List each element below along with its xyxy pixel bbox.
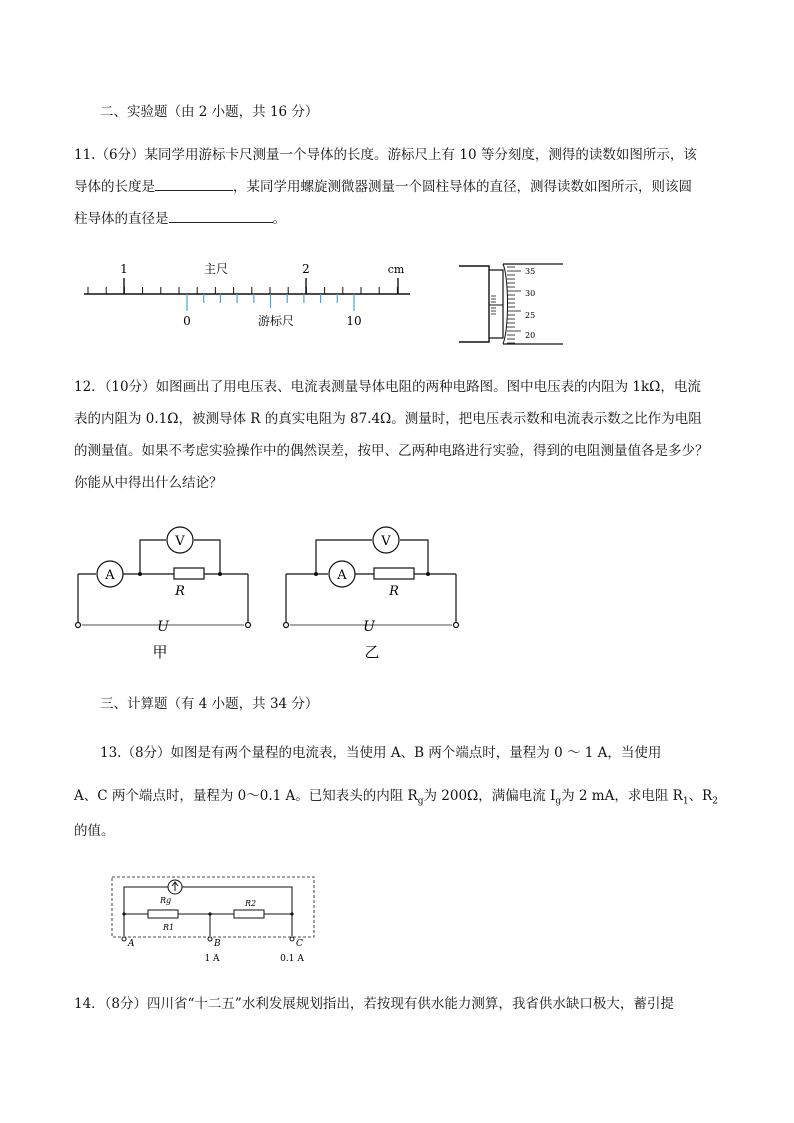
q11-text-3a: 柱导体的直径是	[74, 211, 169, 227]
circuit-label-jia: 甲	[152, 643, 168, 661]
resistor-symbol-a	[174, 568, 204, 579]
micrometer-tick-20: 20	[525, 331, 536, 340]
q11-text-2a: 导体的长度是	[74, 179, 155, 195]
q11-line-2	[74, 176, 692, 197]
q14-line-1: 14．（8分）四川省“十二五”水利发展规划指出，若按现有供水能力测算，我省供水缺口极大，蓄引提	[74, 996, 674, 1012]
r1-resistor-symbol	[148, 910, 178, 918]
main-scale-tick-2: 2	[302, 262, 310, 276]
circuit-b-figure	[278, 522, 468, 670]
section-3-title: 三、计算题（有 4 小题，共 34 分）	[100, 696, 319, 712]
terminal-c-label: C	[296, 939, 303, 949]
r2-label: R2	[245, 899, 257, 908]
micrometer-tick-35: 35	[525, 267, 536, 276]
q13-line-2	[74, 786, 718, 812]
q13-line-1: 13.（8分）如图是有两个量程的电流表，当使用 A、B 两个端点时，量程为 0 ～ 1 A，当使用	[100, 745, 662, 761]
ammeter-label-b: A	[337, 568, 347, 583]
main-scale-tick-1: 1	[120, 262, 128, 276]
range-01a-label: 0.1 A	[280, 954, 304, 964]
resistor-label-a: R	[175, 584, 185, 599]
q13-line-3: 的值。	[74, 823, 115, 839]
vernier-tick-0: 0	[183, 314, 191, 328]
circuit-label-yi: 乙	[364, 643, 380, 661]
q13-text-2a: A、C 两个端点时，量程为 0～0.1 A。已知表头的内阻 R	[74, 788, 418, 804]
terminal-a-label: A	[128, 939, 135, 949]
micrometer-tick-25: 25	[525, 311, 536, 320]
range-1a-label: 1 A	[204, 954, 220, 964]
q11-text-2b: ，某同学用螺旋测微器测量一个圆柱导体的直径，测得读数如图所示，则该圆	[233, 179, 692, 195]
q13-text-2b: 为 200Ω，满偏电流 I	[423, 788, 556, 804]
q13-text-2d: 、R	[688, 788, 713, 804]
voltage-label-b: U	[363, 619, 375, 635]
vernier-caliper-figure	[76, 254, 416, 354]
micrometer-tick-30: 30	[525, 289, 536, 298]
resistor-symbol-b	[374, 568, 414, 579]
circuit-a-figure	[70, 522, 260, 670]
section-2-title: 二、实验题（由 2 小题，共 16 分）	[100, 104, 319, 120]
q12-line-3: 的测量值。如果不考虑实验操作中的偶然误差，按甲、乙两种电路进行实验，得到的电阻测量值各是多少？	[74, 443, 709, 459]
r2-resistor-symbol	[234, 910, 264, 918]
terminal-b-label: B	[214, 939, 221, 949]
q12-line-2: 表的内阻为 0.1Ω，被测导体 R 的真实电阻为 87.4Ω。测量时，把电压表示数和电流表示数之比作为电阻	[74, 411, 702, 427]
q11-text-3b: 。	[272, 211, 286, 227]
q13-sub-r1: 1	[682, 796, 689, 807]
vernier-tick-10: 10	[346, 314, 362, 328]
q13-sub-rg: g	[417, 796, 424, 807]
dual-range-ammeter-figure	[108, 873, 320, 965]
q13-sub-ig: g	[555, 796, 562, 807]
voltage-label-a: U	[157, 619, 169, 635]
voltmeter-label-b: V	[381, 534, 391, 549]
resistor-label-b: R	[389, 584, 399, 599]
rg-label: Rg	[160, 896, 172, 905]
voltmeter-label-a: V	[175, 534, 185, 549]
q11-line-3	[74, 208, 286, 229]
answer-blank-length[interactable]	[155, 176, 233, 191]
vernier-scale-label: 游标尺	[257, 314, 295, 328]
r1-label: R1	[163, 923, 175, 932]
ammeter-label-a: A	[105, 568, 115, 583]
micrometer-figure	[455, 258, 570, 348]
q13-sub-r2: 2	[712, 796, 718, 807]
main-scale-label: 主尺	[203, 262, 229, 276]
unit-label: cm	[387, 263, 405, 276]
answer-blank-diameter[interactable]	[169, 208, 273, 223]
q13-text-2c: 为 2 mA，求电阻 R	[561, 788, 683, 804]
q12-line-1: 12．（10分）如图画出了用电压表、电流表测量导体电阻的两种电路图。图中电压表的内阻为 1kΩ，电流	[74, 379, 701, 395]
q12-line-4: 你能从中得出什么结论？	[74, 475, 223, 491]
q11-line-1: 11.（6分）某同学用游标卡尺测量一个导体的长度。游标尺上有 10 等分刻度，测得的读数如图所示，该	[74, 147, 697, 163]
